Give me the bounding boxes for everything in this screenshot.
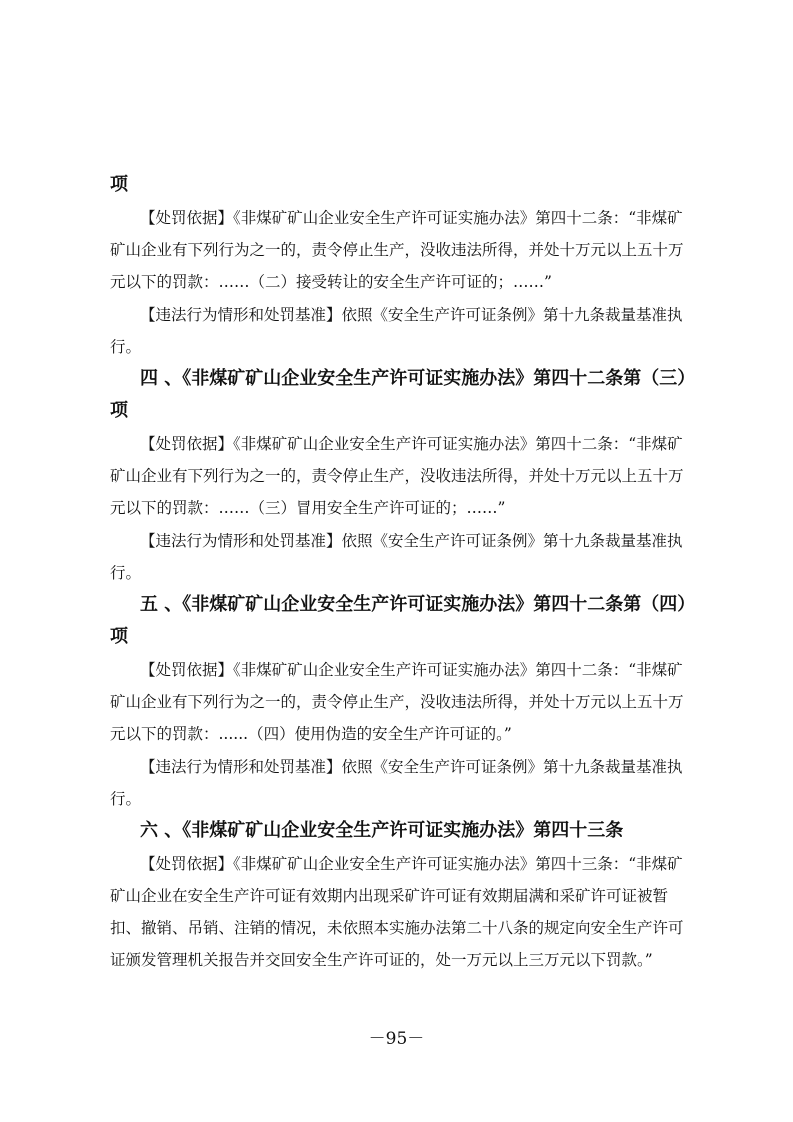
paragraph-line: 元以下的罚款：......（四）使用伪造的安全生产许可证的。” <box>110 725 512 743</box>
paragraph-line: 【处罚依据】《非煤矿矿山企业安全生产许可证实施办法》第四十二条：“非煤矿 <box>140 209 683 227</box>
paragraph-line: 【违法行为情形和处罚基准】依照《安全生产许可证条例》第十九条裁量基准执 <box>140 532 683 550</box>
section-heading-4: 四 、《非煤矿矿山企业安全生产许可证实施办法》第四十二条第（三） <box>140 368 696 389</box>
paragraph-line: 行。 <box>110 564 142 582</box>
paragraph-line: 矿山企业在安全生产许可证有效期内出现采矿许可证有效期届满和采矿许可证被暂 <box>110 887 669 905</box>
paragraph-line: 行。 <box>110 790 142 808</box>
paragraph-line: 扣、撤销、吊销、注销的情况，未依照本实施办法第二十八条的规定向安全生产许可 <box>110 919 684 937</box>
paragraph-line: 元以下的罚款：……（三）冒用安全生产许可证的；……” <box>110 499 506 517</box>
section-heading-6: 六 、《非煤矿矿山企业安全生产许可证实施办法》第四十三条 <box>140 820 624 841</box>
paragraph-line: 行。 <box>110 338 142 356</box>
paragraph-line: 【处罚依据】《非煤矿矿山企业安全生产许可证实施办法》第四十三条：“非煤矿 <box>140 855 683 873</box>
paragraph-line: 【处罚依据】《非煤矿矿山企业安全生产许可证实施办法》第四十二条：“非煤矿 <box>140 435 683 453</box>
paragraph-line: 【处罚依据】《非煤矿矿山企业安全生产许可证实施办法》第四十二条：“非煤矿 <box>140 661 683 679</box>
heading-continuation: 项 <box>110 174 128 195</box>
paragraph-line: 元以下的罚款：……（二）接受转让的安全生产许可证的；……” <box>110 273 552 291</box>
paragraph-line: 【违法行为情形和处罚基准】依照《安全生产许可证条例》第十九条裁量基准执 <box>140 306 683 324</box>
page-number: －95－ <box>368 1029 425 1049</box>
section-heading-5: 五 、《非煤矿矿山企业安全生产许可证实施办法》第四十二条第（四） <box>140 594 696 615</box>
paragraph-line: 矿山企业有下列行为之一的，责令停止生产，没收违法所得，并处十万元以上五十万 <box>110 467 684 485</box>
heading-continuation: 项 <box>110 400 128 421</box>
paragraph-line: 矿山企业有下列行为之一的，责令停止生产，没收违法所得，并处十万元以上五十万 <box>110 241 684 259</box>
paragraph-line: 证颁发管理机关报告并交回安全生产许可证的，处一万元以上三万元以下罚款。” <box>110 951 653 969</box>
paragraph-line: 矿山企业有下列行为之一的，责令停止生产，没收违法所得，并处十万元以上五十万 <box>110 693 684 711</box>
paragraph-line: 【违法行为情形和处罚基准】依照《安全生产许可证条例》第十九条裁量基准执 <box>140 758 683 776</box>
heading-continuation: 项 <box>110 626 128 647</box>
